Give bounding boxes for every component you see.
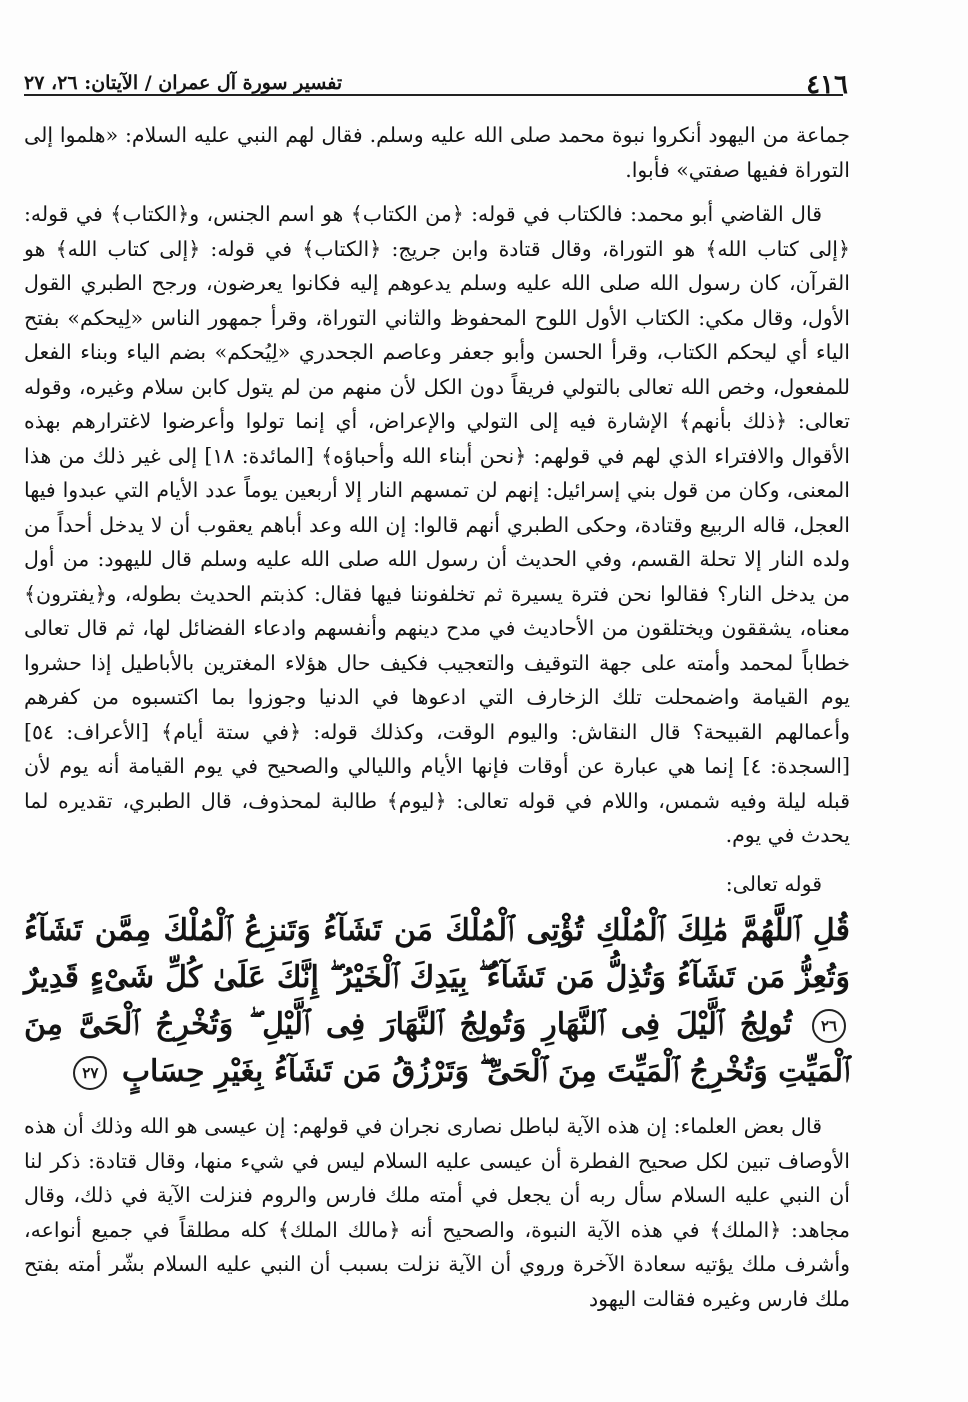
verse-intro: قوله تعالى: <box>725 871 822 896</box>
paragraph-after-verse: قال بعض العلماء: إن هذه الآية لباطل نصارى نجران في قولهم: إن عيسى هو الله وذلك أن هذه الأوصاف تبين لكل صحيح الفطرة أن عيسى عليه السلام ليس في شيء منها، وقال قتادة: ذكر لنا أن النبي عليه السلام سأل ربه أن يجعل في أمته ملك فارس والروم فنزلت الآية في ذلك، وقال مجاهد: ﴿الملك﴾ في هذه الآية النبوة، والصحيح أنه ﴿مالك الملك﴾ كله مطلقاً في جميع أنواعه، وأشرف ملك يؤتيه سعادة الآخرة وروي أن الآية نزلت بسبب أن النبي عليه السلام بشّر أمته بفتح ملك فارس وغيره فقالت اليهود <box>24 1114 850 1311</box>
header-rule <box>24 94 843 96</box>
verse-26-text: قُلِ ٱللَّهُمَّ مَٰلِكَ ٱلْمُلْكِ تُؤْتِى ٱلْمُلْكَ مَن تَشَآءُ وَتَنزِعُ ٱلْمُلْكَ مِمَّن تَشَآءُ وَتُعِزُّ مَن تَشَآءُ وَتُذِلُّ مَن تَشَآءُ ۖ بِيَدِكَ ٱلْخَيْرُ ۖ إِنَّكَ عَلَىٰ كُلِّ شَىْءٍ قَدِيرٌ <box>24 913 850 995</box>
page-body <box>24 118 850 1316</box>
ayah-number-26: ٢٦ <box>812 1009 846 1043</box>
running-title: تفسير سورة آل عمران / الآيتان: ٢٦، ٢٧ <box>24 72 343 94</box>
paragraph-commentary: قال القاضي أبو محمد: فالكتاب في قوله: ﴿من الكتاب﴾ هو اسم الجنس، و﴿الكتاب﴾ في قوله: ﴿إلى كتاب الله﴾ هو التوراة، وقال قتادة وابن جريج: ﴿الكتاب﴾ في قوله: ﴿إلى كتاب الله﴾ هو القرآن، كان رسول الله صلى الله عليه وسلم يدعوهم إليه فكانوا يعرضون، ورجح الطبري القول الأول، وقال مكي: الكتاب الأول اللوح المحفوظ والثاني التوراة، وقرأ جمهور الناس «لِيحكم» بفتح الياء أي ليحكم الكتاب، وقرأ الحسن وأبو جعفر وعاصم الجحدري «لِيُحكم» بضم الياء وبناء الفعل للمفعول، وخص الله تعالى بالتولي فريقاً دون الكل لأن منهم من لم يتول كابن سلام وغيره، وقوله تعالى: ﴿ذلك بأنهم﴾ الإشارة فيه إلى التولي والإعراض، أي إنما تولوا وأعرضوا لاغترارهم بهذه الأقوال والافتراء الذي لهم في قولهم: ﴿نحن أبناء الله وأحباؤه﴾ [المائدة: ١٨] إلى غير ذلك من هذا المعنى، وكان من قول بني إسرائيل: إنهم لن تمسهم النار إلا أربعين يوماً عدد الأيام التي عبدوا فيها العجل، قاله الربيع وقتادة، وحكى الطبري أنهم قالوا: إن الله وعد أباهم يعقوب أن لا يدخل أحداً من ولده النار إلا تحلة القسم، وفي الحديث أن رسول الله صلى الله عليه وسلم قال لليهود: من أول من يدخل النار؟ فقالوا نحن فترة يسيرة ثم تخلفوننا فيها فقال: كذبتم الحديث بطوله، و﴿يفترون﴾ معناه، يشققون ويختلقون من الأحاديث في مدح دينهم وأنفسهم وادعاء الفضائل لها، ثم قال تعالى خطاباً لمحمد وأمته على جهة التوقيف والتعجيب فكيف حال هؤلاء المغترين بالأباطيل إذا حشروا يوم القيامة واضمحلت تلك الزخارف التي ادعوها في الدنيا وجوزوا بما اكتسبوه من كفرهم وأعمالهم القبيحة؟ قال النقاش: واليوم الوقت، وكذلك قوله: ﴿في ستة أيام﴾ [الأعراف: ٥٤] [السجدة: ٤] إنما هي عبارة عن أوقات فإنها الأيام والليالي والصحيح في يوم القيامة أنه يوم لأن قبله ليلة وفيه شمس، واللام في قوله تعالى: ﴿ليوم﴾ طالبة لمحذوف، قال الطبري، تقديره لما يحدث في يوم. <box>24 202 850 847</box>
paragraph-continuation: جماعة من اليهود أنكروا نبوة محمد صلى الله عليه وسلم. فقال لهم النبي عليه السلام: «هلموا إلى التوراة ففيها صفتي» فأبوا. <box>24 123 850 182</box>
quran-verse <box>24 907 850 1095</box>
page-number: ٤١٦ <box>806 70 848 100</box>
verse-27-text: تُولِجُ ٱلَّيْلَ فِى ٱلنَّهَارِ وَتُولِجُ ٱلنَّهَارَ فِى ٱلَّيْلِ ۖ وَتُخْرِجُ ٱلْحَىَّ مِنَ ٱلْمَيِّتِ وَتُخْرِجُ ٱلْمَيِّتَ مِنَ ٱلْحَىِّ ۖ وَتَرْزُقُ مَن تَشَآءُ بِغَيْرِ حِسَابٍ <box>24 1007 850 1089</box>
ayah-number-27: ٢٧ <box>73 1056 107 1090</box>
